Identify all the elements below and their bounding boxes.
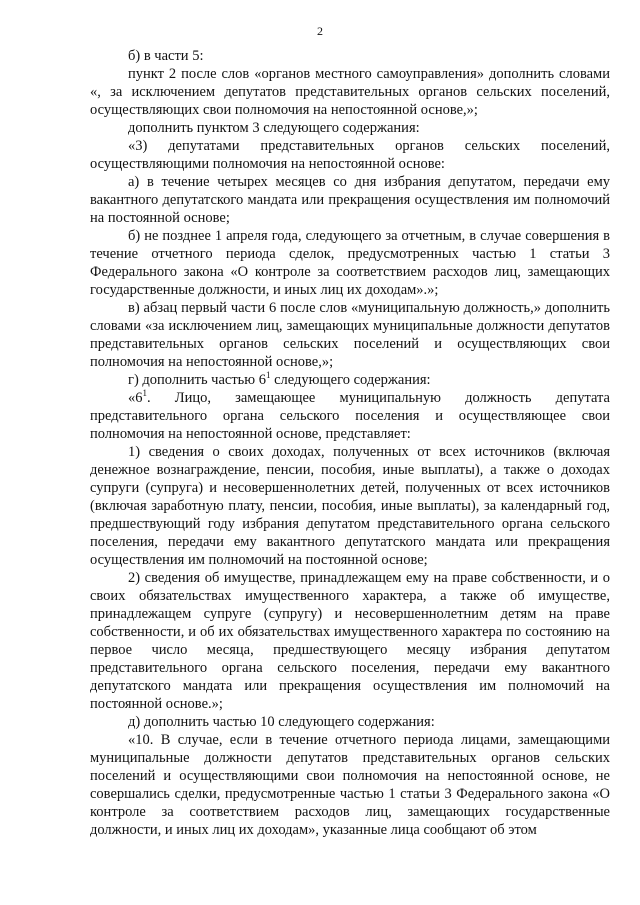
paragraph-point-3-text: «3) депутатами представительных органов сельских поселений, осуществляющими полномочия на непостоянной основе: xyxy=(90,138,610,172)
paragraph-subpoint-a: а) в течение четырех месяцев со дня избрания депутатом, передачи ему вакантного депутатского мандата или прекращения осуществления им полномочий на постоянной основе; xyxy=(90,174,610,226)
paragraph-part-10: «10. В случае, если в течение отчетного периода лицами, замещающими муниципальные должности депутатов представительных органов сельских поселений и осуществляющими свои полномочия на непостоянной основе, не совершались сделки, предусмотренные частью 1 статьи 3 Федерального закона «О контроле за соответствием расходов лиц, замещающих государственные должности, и иных лиц их доходам», указанные лица сообщают об этом xyxy=(90,732,610,838)
paragraph-item-1-income: 1) сведения о своих доходах, полученных от всех источников (включая денежное вознаграждение, пенсии, пособия, иные выплаты), а также о доходах супруги (супруга) и несовершеннолетних детей, полученных от всех источников (включая заработную плату, пенсии, пособия, иные выплаты), за календарный год, предшествующий году избрания депутатом представительного органа сельского поселения, передачи ему вакантного депутатского мандата или прекращения осуществления им полномочий на постоянной основе; xyxy=(90,444,610,568)
paragraph-subpoint-b: б) не позднее 1 апреля года, следующего за отчетным, в случае совершения в течение отчетного периода сделок, предусмотренных частью 1 статьи 3 Федерального закона «О контроле за соответствием расходов лиц, замещающих государственные должности, и иных лиц их доходам».»; xyxy=(90,228,610,298)
paragraph-part-5-heading: б) в части 5: xyxy=(128,48,204,64)
paragraph-subpoint-g xyxy=(90,371,610,389)
paragraph-part-6-1-post: . Лицо, замещающее муниципальную должность депутата представительного органа сельского поселения и осуществляющее свои полномочия на непостоянной основе, представляет: xyxy=(90,390,610,442)
paragraph-item-2-property: 2) сведения об имуществе, принадлежащем ему на праве собственности, и о своих обязательствах имущественного характера, а также об имуществе, принадлежащем супруге (супругу) и несовершеннолетним детям на праве собственности, и об их обязательствах имущественного характера по состоянию на первое число месяца, предшествующего месяцу избрания депутатом представительного органа сельского поселения, передачи ему вакантного депутатского мандата или прекращения осуществления им полномочий на постоянной основе.»; xyxy=(90,570,610,712)
paragraph-add-point-3: дополнить пунктом 3 следующего содержания: xyxy=(128,120,420,136)
document-body xyxy=(90,47,610,839)
paragraph-part-6-1 xyxy=(90,389,610,443)
paragraph-subpoint-g-pre: г) дополнить частью 6 xyxy=(128,372,266,388)
paragraph-part-6-1-pre: «6 xyxy=(128,390,143,406)
paragraph-subpoint-g-sup: 1 xyxy=(266,370,271,381)
paragraph-subpoint-g-post: следующего содержания: xyxy=(270,372,431,388)
paragraph-subpoint-v: в) абзац первый части 6 после слов «муниципальную должность,» дополнить словами «за исключением лиц, замещающих муниципальные должности депутатов представительных органов сельских поселений и осуществляющих свои полномочия на непостоянной основе,»; xyxy=(90,300,610,370)
paragraph-point-2-amendment: пункт 2 после слов «органов местного самоуправления» дополнить словами «, за исключением депутатов представительных органов сельских поселений, осуществляющих свои полномочия на непостоянной основе,»; xyxy=(90,66,610,118)
paragraph-part-6-1-sup: 1 xyxy=(142,388,147,399)
paragraph-subpoint-d: д) дополнить частью 10 следующего содержания: xyxy=(128,714,435,730)
page-number: 2 xyxy=(317,24,323,38)
